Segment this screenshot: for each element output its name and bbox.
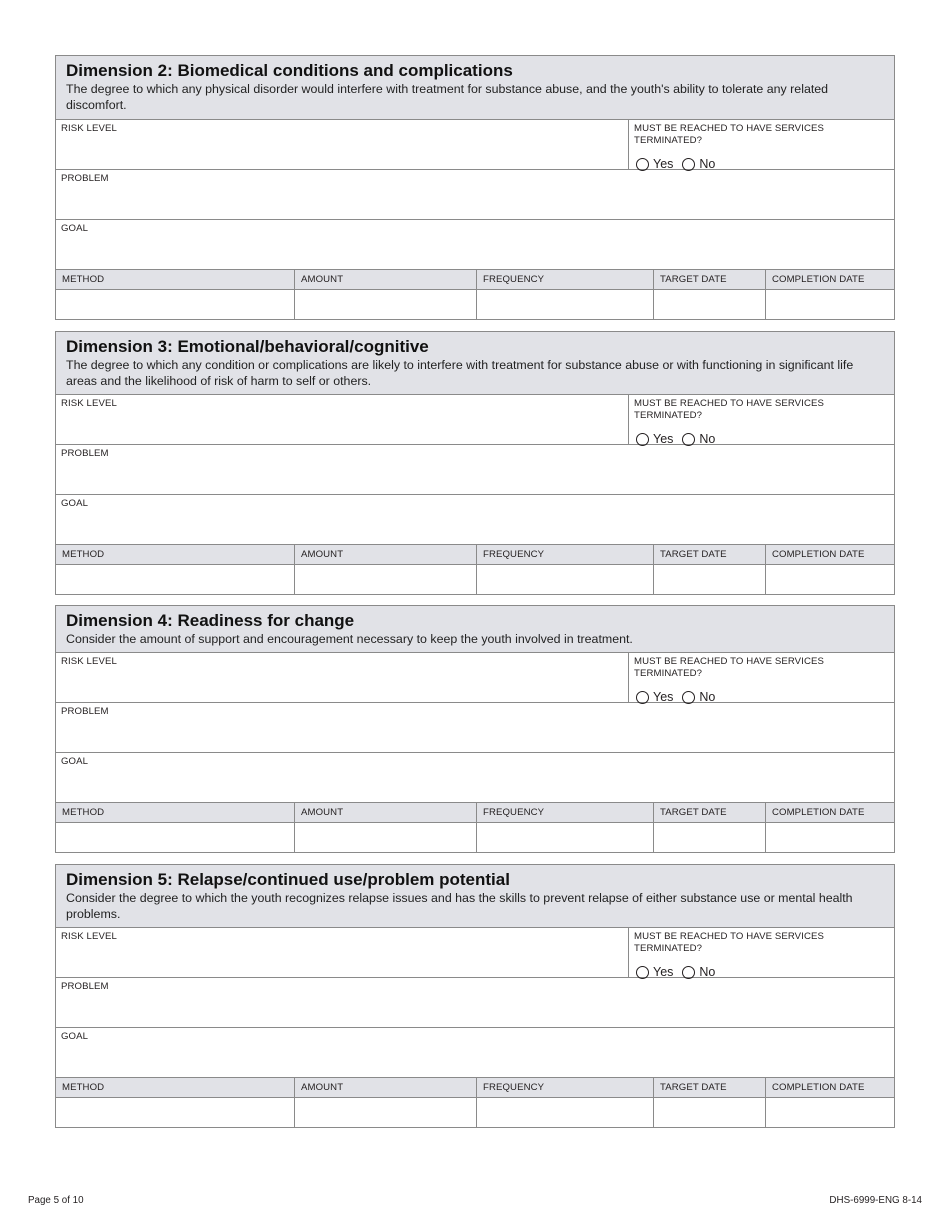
termination-question-label: MUST BE REACHED TO HAVE SERVICES TERMINATED? [634,123,824,146]
frequency-header: FREQUENCY [476,803,653,822]
dimension-header [56,332,894,395]
dimension-title: Dimension 2: Biomedical conditions and complications [66,61,513,80]
amount-header: AMOUNT [294,803,476,822]
method-field[interactable] [56,565,294,594]
target-date-header: TARGET DATE [653,270,765,289]
dimension-description: The degree to which any physical disorder would interfere with treatment for substance abuse, and the youth's ability to tolerate any related discomfort. [66,82,829,112]
frequency-field[interactable] [476,823,653,852]
amount-field[interactable] [294,290,476,319]
risk-level-field[interactable] [56,120,628,169]
no-label: No [699,432,716,446]
problem-field[interactable] [56,978,894,1027]
frequency-header: FREQUENCY [476,270,653,289]
dimension-header [56,56,894,120]
frequency-field[interactable] [476,1098,653,1127]
method-header: METHOD [62,807,105,818]
amount-field[interactable] [294,823,476,852]
form-id: DHS-6999-ENG 8-14 [829,1195,922,1206]
problem-label: PROBLEM [61,448,109,459]
risk-level-label: RISK LEVEL [61,656,117,667]
dimension-header [56,606,894,653]
yes-radio[interactable] [636,966,649,979]
goal-field[interactable] [56,1028,894,1077]
no-label: No [699,965,716,979]
page-number: Page 5 of 10 [28,1195,84,1206]
termination-question-label: MUST BE REACHED TO HAVE SERVICES TERMINATED? [634,931,824,954]
completion-date-header: COMPLETION DATE [765,270,894,289]
risk-level-label: RISK LEVEL [61,931,117,942]
yes-label: Yes [653,965,674,979]
frequency-header: FREQUENCY [476,545,653,564]
dimension-description: Consider the degree to which the youth recognizes relapse issues and has the skills to prevent relapse of either substance use or mental health problems. [66,891,853,921]
target-date-header: TARGET DATE [653,803,765,822]
completion-date-header: COMPLETION DATE [765,1078,894,1097]
dimension-4-section [55,605,895,853]
termination-question [628,928,894,977]
problem-label: PROBLEM [61,173,109,184]
method-header: METHOD [62,274,105,285]
no-radio[interactable] [682,691,695,704]
goal-label: GOAL [61,756,89,767]
problem-label: PROBLEM [61,706,109,717]
dimension-3-section [55,331,895,595]
amount-field[interactable] [294,1098,476,1127]
risk-level-field[interactable] [56,653,628,702]
completion-date-field[interactable] [765,565,894,594]
no-radio[interactable] [682,966,695,979]
risk-level-field[interactable] [56,928,628,977]
problem-field[interactable] [56,170,894,219]
frequency-field[interactable] [476,290,653,319]
goal-field[interactable] [56,220,894,269]
completion-date-header: COMPLETION DATE [765,545,894,564]
frequency-header: FREQUENCY [476,1078,653,1097]
dimension-description: The degree to which any condition or complications are likely to interfere with treatment for substance abuse or with functioning in significant life areas and the likelihood of risk of harm to self or others. [66,358,854,388]
yes-radio[interactable] [636,433,649,446]
amount-header: AMOUNT [294,545,476,564]
dimension-title: Dimension 5: Relapse/continued use/problem potential [66,870,510,889]
dimension-title: Dimension 3: Emotional/behavioral/cognitive [66,337,429,356]
problem-field[interactable] [56,445,894,494]
goal-field[interactable] [56,753,894,802]
risk-level-field[interactable] [56,395,628,444]
amount-field[interactable] [294,565,476,594]
termination-question [628,395,894,444]
completion-date-field[interactable] [765,1098,894,1127]
target-date-header: TARGET DATE [653,1078,765,1097]
method-header: METHOD [62,549,105,560]
yes-radio[interactable] [636,691,649,704]
method-field[interactable] [56,823,294,852]
no-label: No [699,157,716,171]
method-header: METHOD [62,1082,105,1093]
goal-field[interactable] [56,495,894,544]
amount-header: AMOUNT [294,270,476,289]
target-date-field[interactable] [653,823,765,852]
dimension-description: Consider the amount of support and encouragement necessary to keep the youth involved in treatment. [66,632,633,646]
dimension-2-section [55,55,895,320]
no-radio[interactable] [682,158,695,171]
frequency-field[interactable] [476,565,653,594]
goal-label: GOAL [61,498,89,509]
target-date-field[interactable] [653,1098,765,1127]
dimension-title: Dimension 4: Readiness for change [66,611,355,630]
termination-question [628,120,894,169]
amount-header: AMOUNT [294,1078,476,1097]
goal-label: GOAL [61,223,89,234]
termination-question-label: MUST BE REACHED TO HAVE SERVICES TERMINATED? [634,656,824,679]
dimension-header [56,865,894,928]
yes-label: Yes [653,690,674,704]
yes-label: Yes [653,432,674,446]
completion-date-header: COMPLETION DATE [765,803,894,822]
problem-label: PROBLEM [61,981,109,992]
problem-field[interactable] [56,703,894,752]
target-date-field[interactable] [653,290,765,319]
termination-question [628,653,894,702]
method-field[interactable] [56,1098,294,1127]
risk-level-label: RISK LEVEL [61,123,117,134]
risk-level-label: RISK LEVEL [61,398,117,409]
no-label: No [699,690,716,704]
method-field[interactable] [56,290,294,319]
completion-date-field[interactable] [765,290,894,319]
goal-label: GOAL [61,1031,89,1042]
yes-radio[interactable] [636,158,649,171]
termination-question-label: MUST BE REACHED TO HAVE SERVICES TERMINATED? [634,398,824,421]
target-date-header: TARGET DATE [653,545,765,564]
target-date-field[interactable] [653,565,765,594]
dimension-5-section [55,864,895,1128]
no-radio[interactable] [682,433,695,446]
completion-date-field[interactable] [765,823,894,852]
yes-label: Yes [653,157,674,171]
